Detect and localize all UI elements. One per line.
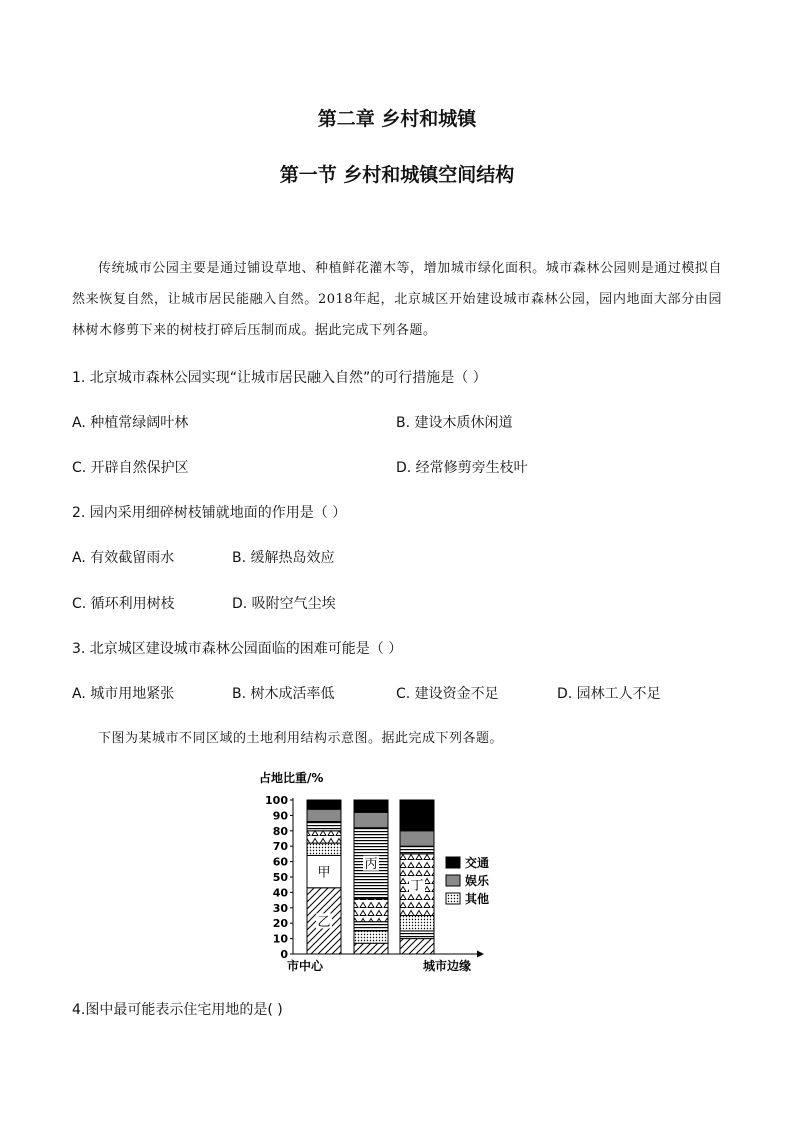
bar-segment — [354, 922, 388, 931]
question-1-stem: 1. 北京城市森林公园实现“让城市居民融入自然”的可行措施是（ ） — [72, 370, 487, 386]
q2-option-d[interactable]: D. 吸附空气尘埃 — [232, 596, 336, 612]
bar-segment — [354, 943, 388, 954]
chapter-title: 第二章 乡村和城镇 — [317, 108, 477, 130]
segment-label: 甲 — [317, 865, 331, 881]
x-axis-arrow — [477, 951, 484, 958]
q2-option-b[interactable]: B. 缓解热岛效应 — [232, 550, 335, 566]
segment-label: 乙 — [317, 914, 331, 930]
y-tick-label: 20 — [272, 917, 288, 931]
q1-option-d[interactable]: D. 经常修剪旁生枝叶 — [396, 460, 528, 476]
legend-swatch — [446, 893, 460, 904]
y-tick-label: 70 — [272, 840, 288, 854]
question-3-stem: 3. 北京城区建设城市森林公园面临的困难可能是（ ） — [72, 641, 403, 657]
bar-segment — [354, 931, 388, 943]
question-4-stem: 4.图中最可能表示住宅用地的是( ) — [72, 1002, 283, 1018]
bar-segment — [307, 822, 341, 831]
bar-segment — [400, 831, 434, 846]
land-use-chart — [255, 765, 515, 975]
segment-label: 丁 — [410, 878, 424, 894]
y-tick-label: 40 — [272, 886, 288, 900]
passage-2: 下图为某城市不同区域的土地利用结构示意图。据此完成下列各题。 — [98, 731, 504, 746]
y-tick-label: 60 — [272, 855, 288, 869]
bar-segment — [400, 939, 434, 954]
legend-label: 交通 — [465, 856, 490, 870]
bar-segment — [400, 916, 434, 931]
bar-segment — [307, 809, 341, 821]
y-tick-label: 10 — [272, 932, 288, 946]
q1-option-b[interactable]: B. 建设木质休闲道 — [396, 415, 513, 431]
x-end-label: 城市边缘 — [423, 959, 472, 973]
y-tick-label: 0 — [280, 948, 288, 961]
legend-swatch — [446, 857, 460, 868]
bar-segment — [400, 931, 434, 939]
legend-label: 娱乐 — [465, 874, 490, 888]
segment-label: 丙 — [364, 857, 378, 873]
y-axis-label: 占地比重/% — [259, 771, 324, 785]
bar-segment — [307, 843, 341, 855]
bar-segment — [400, 800, 434, 831]
bar-segment — [400, 846, 434, 854]
q1-option-c[interactable]: C. 开辟自然保护区 — [72, 460, 189, 476]
q3-option-a[interactable]: A. 城市用地紧张 — [72, 686, 175, 702]
y-tick-label: 90 — [272, 809, 288, 823]
y-tick-label: 100 — [265, 794, 288, 807]
y-tick-label: 50 — [272, 871, 288, 884]
section-title: 第一节 乡村和城镇空间结构 — [279, 164, 515, 186]
bar-segment — [354, 800, 388, 812]
q2-option-a[interactable]: A. 有效截留雨水 — [72, 550, 175, 566]
legend-swatch — [446, 875, 460, 886]
q2-option-c[interactable]: C. 循环利用树枝 — [72, 596, 175, 612]
q3-option-c[interactable]: C. 建设资金不足 — [396, 686, 499, 702]
y-tick-label: 80 — [272, 824, 288, 838]
bar-segment — [354, 812, 388, 827]
q1-option-a[interactable]: A. 种植常绿阔叶林 — [72, 415, 189, 431]
bar-segment — [307, 800, 341, 809]
q3-option-d[interactable]: D. 园林工人不足 — [557, 686, 661, 702]
passage-1: 传统城市公园主要是通过铺设草地、种植鲜花灌木等，增加城市绿化面积。城市森林公园则是通过模拟自然来恢复自然，让城市居民能融入自然。2018年起，北京城区开始建设城市森林公园，园内地面大部分由园林树木修剪下来的树枝打碎后压制而成。据此完成下列各题。 — [72, 261, 722, 338]
x-start-label: 市中心 — [287, 959, 324, 973]
bar-segment — [307, 831, 341, 843]
question-2-stem: 2. 园内采用细碎树枝铺就地面的作用是（ ） — [72, 505, 347, 521]
y-tick-label: 30 — [272, 901, 288, 915]
bar-segment — [354, 899, 388, 922]
legend-label: 其他 — [465, 892, 490, 906]
q3-option-b[interactable]: B. 树木成活率低 — [232, 686, 335, 702]
